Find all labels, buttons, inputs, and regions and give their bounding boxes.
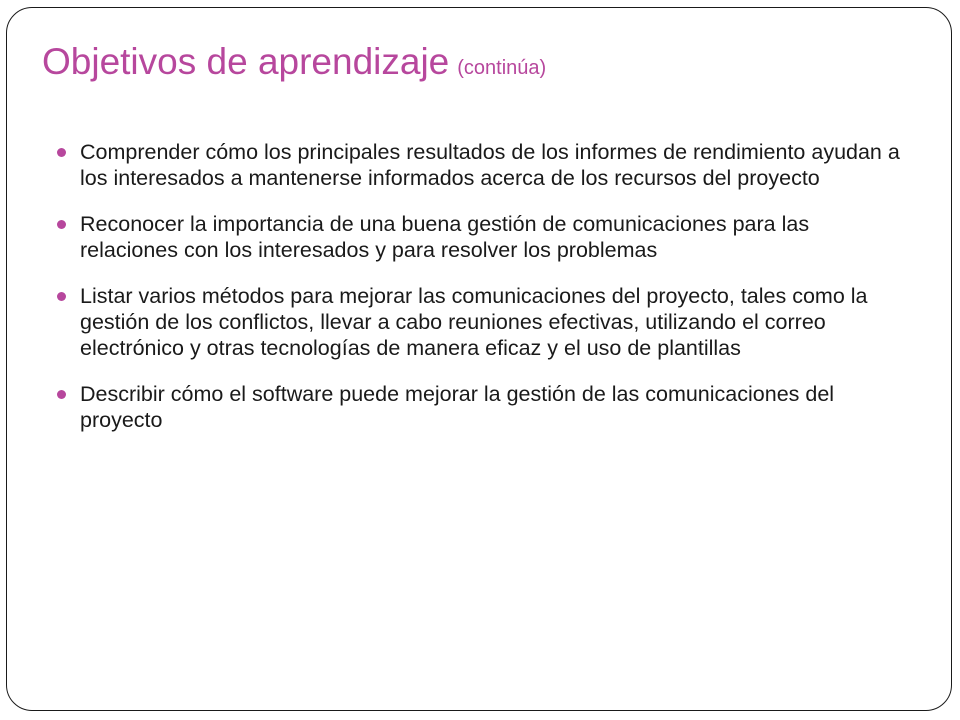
bullet-text: Comprender cómo los principales resultados de los informes de rendimiento ayudan a los interesados a mantenerse informados acerca de los recursos del proyecto [80, 140, 900, 190]
bullet-item [57, 139, 907, 191]
slide-frame [6, 7, 952, 711]
bullet-dot-icon [57, 390, 66, 399]
bullet-text: Listar varios métodos para mejorar las comunicaciones del proyecto, tales como la gestión de los conflictos, llevar a cabo reuniones efectivas, utilizando el correo electrónico y otras tecnologías de manera eficaz y el uso de plantillas [80, 284, 868, 360]
bullet-dot-icon [57, 292, 66, 301]
bullet-list [57, 139, 907, 453]
bullet-text: Reconocer la importancia de una buena gestión de comunicaciones para las relaciones con los interesados y para resolver los problemas [80, 212, 810, 262]
bullet-item [57, 381, 907, 433]
bullet-text: Describir cómo el software puede mejorar la gestión de las comunicaciones del proyecto [80, 382, 835, 432]
bullet-dot-icon [57, 148, 66, 157]
slide-title [42, 43, 546, 80]
title-subtitle: (continúa) [457, 57, 547, 79]
bullet-item [57, 283, 907, 361]
title-text: Objetivos de aprendizaje [42, 41, 450, 82]
bullet-dot-icon [57, 220, 66, 229]
bullet-item [57, 211, 907, 263]
